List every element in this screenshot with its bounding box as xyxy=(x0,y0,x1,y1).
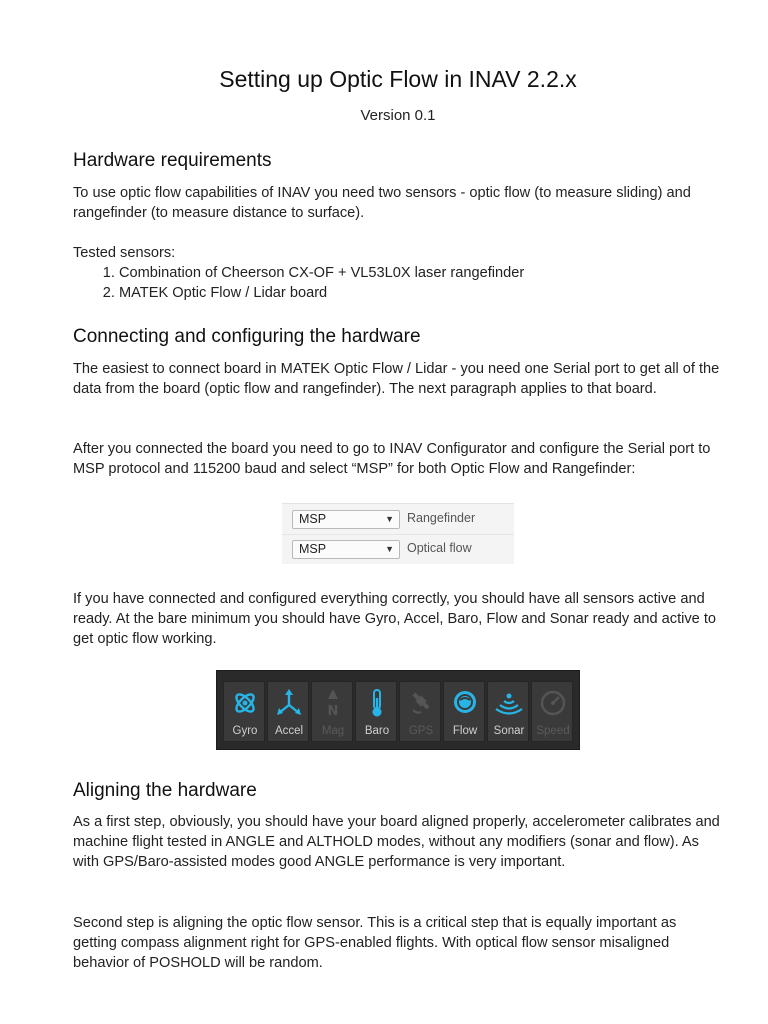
hardware-intro: To use optic flow capabilities of INAV you need two sensors - optic flow (to measure sliding) and rangefinder (to measure distance to surface). xyxy=(73,185,691,221)
heading-connecting: Connecting and configuring the hardware xyxy=(73,326,421,347)
sensor-baro xyxy=(355,681,397,742)
connecting-paragraph-1: The easiest to connect board in MATEK Optic Flow / Lidar - you need one Serial port to get all of the data from the board (optic flow and rangefinder). The next paragraph applies to that board. xyxy=(73,361,720,397)
sensor-flow xyxy=(443,681,485,742)
connecting-paragraph-3: If you have connected and configured everything correctly, you should have all sensors active and ready. At the bare minimum you should have Gyro, Accel, Baro, Flow and Sonar ready and active to get optic flow working. xyxy=(73,591,717,647)
aligning-paragraph-2: Second step is aligning the optic flow sensor. This is a critical step that is equally important as getting compass alignment right for GPS-enabled flights. With optical flow sensor misaligned behavior of POSHOLD will be random. xyxy=(73,915,677,971)
select-value: MSP xyxy=(299,542,327,556)
sensor-label: Speed xyxy=(536,725,570,737)
connecting-paragraph-2: After you connected the board you need to go to INAV Configurator and configure the Serial port to MSP protocol and 115200 baud and select “MSP” for both Optic Flow and Rangefinder: xyxy=(73,441,711,477)
gyro-icon xyxy=(231,688,259,718)
sonar-icon xyxy=(495,688,523,718)
sensor-sonar xyxy=(487,681,529,742)
tested-sensors-list xyxy=(73,263,524,303)
accel-icon xyxy=(275,688,303,718)
chevron-down-icon: ▼ xyxy=(385,514,394,524)
list-item: 1. Combination of Cheerson CX-OF + VL53L0X laser rangefinder xyxy=(119,263,524,283)
rangefinder-label: Rangefinder xyxy=(407,511,476,525)
sensor-label: Mag xyxy=(321,725,345,737)
optical-flow-row xyxy=(282,534,514,564)
rangefinder-select[interactable] xyxy=(292,510,400,529)
document-version: Version 0.1 xyxy=(360,107,436,124)
tested-sensors-label: Tested sensors: xyxy=(73,245,176,261)
flow-icon xyxy=(451,688,479,718)
optical-flow-select[interactable] xyxy=(292,540,400,559)
gps-icon xyxy=(407,688,435,718)
sensor-status-bar xyxy=(216,670,580,750)
sensor-label: Gyro xyxy=(232,725,258,737)
chevron-down-icon: ▼ xyxy=(385,544,394,554)
sensor-label: GPS xyxy=(408,725,434,737)
sensor-gps xyxy=(399,681,441,742)
speed-icon xyxy=(539,688,567,718)
sensor-label: Flow xyxy=(452,725,478,737)
sensor-label: Accel xyxy=(274,725,304,737)
sensor-speed xyxy=(531,681,573,742)
heading-hardware-requirements: Hardware requirements xyxy=(73,150,272,171)
mag-icon xyxy=(319,688,347,718)
svg-text:N: N xyxy=(327,704,339,718)
heading-aligning: Aligning the hardware xyxy=(73,780,257,801)
aligning-paragraph-1: As a first step, obviously, you should have your board aligned properly, accelerometer calibrates and machine flight tested in ANGLE and ALTHOLD modes, without any modifiers (sonar and flow). As with GPS/Baro-assisted modes good ANGLE performance is very important. xyxy=(73,814,720,870)
sensor-label: Baro xyxy=(364,725,390,737)
rangefinder-row xyxy=(282,504,514,535)
sensor-label: Sonar xyxy=(493,725,525,737)
list-item: 2. MATEK Optic Flow / Lidar board xyxy=(119,283,524,303)
optical-flow-label: Optical flow xyxy=(407,541,472,555)
msp-dropdown-figure xyxy=(282,503,514,564)
sensor-accel xyxy=(267,681,309,742)
select-value: MSP xyxy=(299,512,327,526)
sensor-gyro xyxy=(223,681,265,742)
sensor-mag xyxy=(311,681,353,742)
document-title: Setting up Optic Flow in INAV 2.2.x xyxy=(219,66,577,92)
baro-icon xyxy=(363,688,391,718)
